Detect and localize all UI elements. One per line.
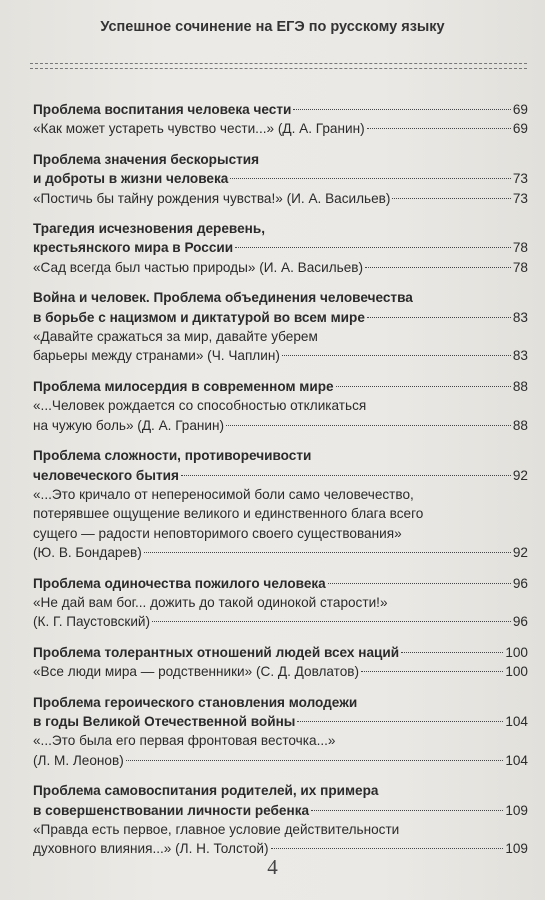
toc-quote-text: «...Это была его первая фронтовая весточка...» [33,733,336,749]
toc-quote-line [33,524,528,543]
dot-leader [230,177,511,179]
dot-leader [144,551,511,553]
dot-leader [361,670,503,672]
toc-quote-line [33,119,528,138]
dot-leader [311,809,503,811]
toc-entry [33,446,528,562]
toc-quote-line [33,416,528,435]
header-divider [30,63,527,64]
toc-topic-text: в борьбе с нацизмом и диктатурой во всем мире [33,309,365,325]
toc-topic-text: Война и человек. Проблема объединения человечества [33,290,413,306]
dot-leader [181,474,511,476]
toc-topic-line [33,169,528,188]
toc-page-number: 88 [512,417,528,433]
toc-quote-text: «Все люди мира — родственники» (С. Д. Довлатов) [33,664,360,680]
toc-quote-line [33,751,528,770]
toc-quote-line [33,396,528,415]
toc-topic-text: крестьянского мира в России [33,240,234,256]
toc-entry [33,574,528,632]
toc-page-number: 78 [512,259,528,275]
toc-quote-line [33,485,528,504]
dot-leader [401,651,503,653]
toc-page-number: 92 [512,545,528,561]
toc-topic-line [33,693,528,712]
toc-page-number: 109 [505,841,528,857]
toc-quote-line [33,504,528,523]
toc-page-number: 104 [505,713,528,729]
toc-entry [33,643,528,682]
toc-quote-text: (Ю. В. Бондарев) [33,545,142,561]
toc-entry [33,377,528,435]
toc-page-number: 104 [505,752,528,768]
toc-quote-text: «Сад всегда был частью природы» (И. А. Васильев) [33,259,364,275]
toc-topic-line [33,643,528,662]
toc-quote-text: «Как может устареть чувство чести...» (Д. А. Гранин) [33,121,365,137]
toc-topic-line [33,712,528,731]
toc-topic-line [33,801,528,820]
toc-topic-text: Проблема милосердия в современном мире [33,378,334,394]
toc-topic-text: человеческого бытия [33,467,179,483]
toc-quote-text: «Не дай вам бог... дожить до такой одинокой старости!» [33,594,388,610]
dot-leader [367,127,511,129]
toc-quote-text: «Постичь бы тайну рождения чувства!» (И. А. Васильев) [33,190,391,206]
toc-entry [33,693,528,771]
toc-topic-text: Трагедия исчезновения деревень, [33,221,266,237]
toc-entry [33,219,528,277]
toc-topic-line [33,466,528,485]
dot-leader [126,759,504,761]
toc-topic-text: Проблема самовоспитания родителей, их примера [33,783,379,799]
toc-quote-text: «Давайте сражаться за мир, давайте уберем [33,329,318,345]
dot-leader [226,424,511,426]
toc-quote-line [33,612,528,631]
toc-topic-text: Проблема сложности, противоречивости [33,448,312,464]
toc-entry [33,288,528,366]
toc-page-number: 69 [512,102,528,117]
toc-quote-line [33,820,528,839]
toc-topic-line [33,150,528,169]
toc-quote-line [33,543,528,562]
toc-page-number: 69 [512,121,528,137]
dot-leader [235,246,511,248]
toc-quote-line [33,731,528,750]
toc-topic-line [33,238,528,257]
dot-leader [367,316,511,318]
header-divider-second [30,68,527,69]
toc-page-number: 100 [505,644,528,660]
toc-quote-text: на чужую боль» (Д. А. Гранин) [33,417,225,433]
dot-leader [328,582,511,584]
toc-entry [33,150,528,208]
page-number: 4 [267,855,278,879]
toc-quote-line [33,593,528,612]
toc-topic-text: и доброты в жизни человека [33,171,229,187]
dot-leader [336,385,511,387]
toc-entry [33,100,528,139]
toc-quote-text: (Л. М. Леонов) [33,752,124,768]
dot-leader [297,720,503,722]
toc-page-number: 83 [512,309,528,325]
toc-topic-text: Проблема воспитания человека чести [33,102,292,117]
toc-topic-text: в годы Великой Отечественной войны [33,713,296,729]
toc-quote-text: «...Человек рождается со способностью откликаться [33,398,367,414]
toc-topic-line [33,377,528,396]
toc-quote-line [33,662,528,681]
toc-page-number: 73 [512,190,528,206]
toc-quote-text: духовного влияния...» (Л. Н. Толстой) [33,841,269,857]
toc-page-number: 92 [512,467,528,483]
toc-quote-line [33,327,528,346]
toc-topic-line [33,308,528,327]
toc-quote-text: потерявшее ощущение великого и единственного блага всего [33,506,424,522]
toc-topic-line [33,100,528,119]
toc-topic-text: Проблема толерантных отношений людей всех наций [33,644,400,660]
toc-topic-line [33,781,528,800]
toc-quote-text: сущего — радости неповторимого своего существования» [33,525,402,541]
toc-page-number: 78 [512,240,528,256]
toc-quote-text: «...Это кричало от непереносимой боли само человечество, [33,486,414,502]
toc-quote-line [33,258,528,277]
toc-page-number: 100 [505,664,528,680]
toc-topic-line [33,574,528,593]
dot-leader [282,354,511,356]
toc-quote-line [33,346,528,365]
toc-quote-line [33,189,528,208]
toc-topic-text: Проблема героического становления молодежи [33,694,358,710]
toc-quote-text: барьеры между странами» (Ч. Чаплин) [33,348,280,364]
toc-topic-text: Проблема значения бескорыстия [33,151,260,167]
dot-leader [271,847,504,849]
toc-quote-text: (К. Г. Паустовский) [33,614,151,630]
toc-topic-text: Проблема одиночества пожилого человека [33,575,326,591]
dot-leader [392,197,510,199]
toc-entry [33,781,528,859]
toc-page-number: 73 [512,171,528,187]
toc-topic-line [33,219,528,238]
toc-page-number: 96 [512,614,528,630]
toc-topic-text: в совершенствовании личности ребенка [33,802,310,818]
toc-topic-line [33,288,528,307]
toc-topic-line [33,446,528,465]
toc-page-number: 109 [505,802,528,818]
toc-page-number: 88 [512,378,528,394]
dot-leader [293,108,511,110]
toc-page-number: 83 [512,348,528,364]
dot-leader [365,266,511,268]
toc-quote-text: «Правда есть первое, главное условие действительности [33,822,400,837]
running-header: Успешное сочинение на ЕГЭ по русскому языку [100,19,445,35]
dot-leader [152,620,511,622]
table-of-contents [33,100,528,870]
toc-page-number: 96 [512,575,528,591]
